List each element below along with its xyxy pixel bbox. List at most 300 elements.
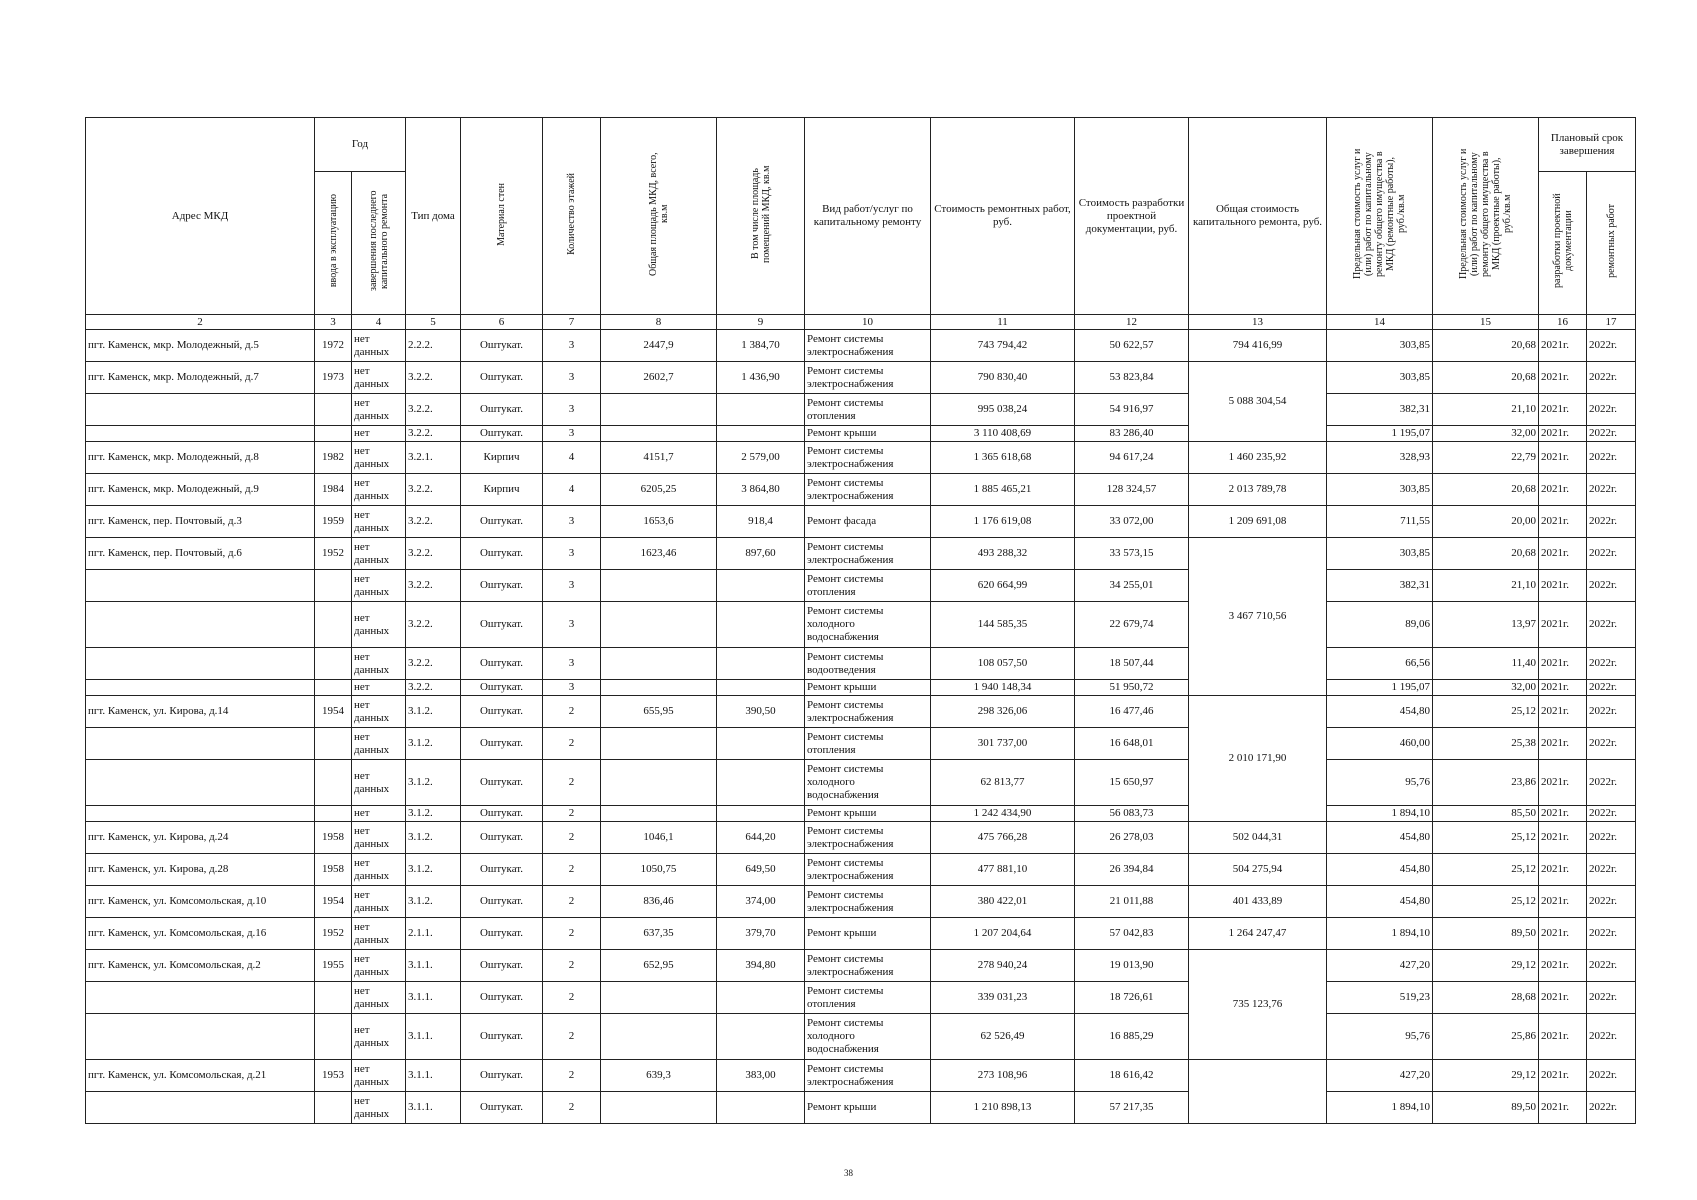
cell-lim1: 303,85 xyxy=(1327,538,1433,570)
capital-repair-table xyxy=(85,117,1636,1124)
cell-total-cost: 2 010 171,90 xyxy=(1189,696,1327,822)
cell-work: Ремонт системы холодного водоснабжения xyxy=(805,760,931,806)
cell-last: нет данных xyxy=(352,696,406,728)
cell-t1: 2021г. xyxy=(1539,728,1587,760)
cell-area: 652,95 xyxy=(601,950,717,982)
cell-total-cost: 504 275,94 xyxy=(1189,854,1327,886)
cell-year: 1953 xyxy=(315,1060,352,1092)
header-total-area: Общая площадь МКД, всего, кв.м xyxy=(601,118,717,315)
cell-lim1: 711,55 xyxy=(1327,506,1433,538)
cell-premises: 644,20 xyxy=(717,822,805,854)
cell-work: Ремонт системы электроснабжения xyxy=(805,442,931,474)
page-number: 38 xyxy=(844,1168,853,1178)
cell-lim2: 23,86 xyxy=(1433,760,1539,806)
cell-lim2: 32,00 xyxy=(1433,680,1539,696)
cell-area xyxy=(601,1092,717,1124)
cell-total-cost: 1 460 235,92 xyxy=(1189,442,1327,474)
cell-lim1: 382,31 xyxy=(1327,570,1433,602)
cell-work: Ремонт крыши xyxy=(805,680,931,696)
cell-total-cost: 5 088 304,54 xyxy=(1189,362,1327,442)
cell-floors: 3 xyxy=(543,330,601,362)
cell-floors: 3 xyxy=(543,506,601,538)
cell-lim1: 454,80 xyxy=(1327,696,1433,728)
header-total-cost: Общая стоимость капитального ремонта, руб. xyxy=(1189,118,1327,315)
header-wall-material: Материал стен xyxy=(461,118,543,315)
table-row xyxy=(86,1060,1636,1092)
cell-repair: 301 737,00 xyxy=(931,728,1075,760)
cell-premises xyxy=(717,570,805,602)
cell-year: 1952 xyxy=(315,918,352,950)
cell-premises xyxy=(717,602,805,648)
cell-type: 3.1.2. xyxy=(406,822,461,854)
cell-lim1: 89,06 xyxy=(1327,602,1433,648)
cell-premises xyxy=(717,1014,805,1060)
table-row xyxy=(86,1092,1636,1124)
cell-year xyxy=(315,806,352,822)
cell-lim2: 20,68 xyxy=(1433,474,1539,506)
cell-lim2: 11,40 xyxy=(1433,648,1539,680)
cell-design: 16 648,01 xyxy=(1075,728,1189,760)
cell-lim1: 519,23 xyxy=(1327,982,1433,1014)
cell-year: 1984 xyxy=(315,474,352,506)
cell-lim2: 20,68 xyxy=(1433,362,1539,394)
cell-floors: 2 xyxy=(543,886,601,918)
cell-area xyxy=(601,648,717,680)
cell-address: пгт. Каменск, мкр. Молодежный, д.9 xyxy=(86,474,315,506)
cell-lim2: 29,12 xyxy=(1433,950,1539,982)
cell-last: нет данных xyxy=(352,1092,406,1124)
cell-address xyxy=(86,728,315,760)
cell-lim2: 29,12 xyxy=(1433,1060,1539,1092)
cell-floors: 2 xyxy=(543,806,601,822)
cell-type: 2.2.2. xyxy=(406,330,461,362)
cell-premises: 383,00 xyxy=(717,1060,805,1092)
cell-design: 15 650,97 xyxy=(1075,760,1189,806)
cell-area: 655,95 xyxy=(601,696,717,728)
cell-area: 1653,6 xyxy=(601,506,717,538)
cell-floors: 4 xyxy=(543,442,601,474)
cell-t1: 2021г. xyxy=(1539,806,1587,822)
cell-wall: Оштукат. xyxy=(461,602,543,648)
cell-lim1: 328,93 xyxy=(1327,442,1433,474)
cell-repair: 1 242 434,90 xyxy=(931,806,1075,822)
cell-lim2: 25,12 xyxy=(1433,696,1539,728)
cell-design: 57 042,83 xyxy=(1075,918,1189,950)
cell-lim1: 1 894,10 xyxy=(1327,806,1433,822)
cell-wall: Оштукат. xyxy=(461,822,543,854)
table-row xyxy=(86,806,1636,822)
cell-lim1: 427,20 xyxy=(1327,1060,1433,1092)
cell-lim2: 22,79 xyxy=(1433,442,1539,474)
cell-address: пгт. Каменск, мкр. Молодежный, д.7 xyxy=(86,362,315,394)
cell-design: 18 616,42 xyxy=(1075,1060,1189,1092)
cell-total-cost: 401 433,89 xyxy=(1189,886,1327,918)
cell-repair: 278 940,24 xyxy=(931,950,1075,982)
cell-premises: 897,60 xyxy=(717,538,805,570)
cell-year: 1982 xyxy=(315,442,352,474)
cell-lim1: 382,31 xyxy=(1327,394,1433,426)
cell-address: пгт. Каменск, ул. Кирова, д.14 xyxy=(86,696,315,728)
cell-last: нет данных xyxy=(352,982,406,1014)
cell-t2: 2022г. xyxy=(1587,1060,1636,1092)
cell-wall: Оштукат. xyxy=(461,426,543,442)
cell-type: 3.2.2. xyxy=(406,506,461,538)
cell-work: Ремонт системы электроснабжения xyxy=(805,886,931,918)
cell-floors: 3 xyxy=(543,426,601,442)
table-row xyxy=(86,760,1636,806)
cell-last: нет данных xyxy=(352,442,406,474)
header-year-last-repair: завершения последнего капитального ремонта xyxy=(352,172,406,315)
cell-premises xyxy=(717,760,805,806)
cell-address xyxy=(86,806,315,822)
table-row xyxy=(86,982,1636,1014)
cell-lim2: 25,12 xyxy=(1433,822,1539,854)
cell-floors: 4 xyxy=(543,474,601,506)
cell-floors: 2 xyxy=(543,822,601,854)
table-row xyxy=(86,442,1636,474)
cell-wall: Оштукат. xyxy=(461,538,543,570)
cell-lim1: 95,76 xyxy=(1327,760,1433,806)
cell-type: 3.1.2. xyxy=(406,886,461,918)
cell-area: 637,35 xyxy=(601,918,717,950)
cell-lim2: 25,38 xyxy=(1433,728,1539,760)
cell-t1: 2021г. xyxy=(1539,602,1587,648)
col-number: 4 xyxy=(352,315,406,330)
cell-repair: 1 207 204,64 xyxy=(931,918,1075,950)
cell-premises: 1 436,90 xyxy=(717,362,805,394)
cell-work: Ремонт крыши xyxy=(805,806,931,822)
cell-type: 3.2.2. xyxy=(406,538,461,570)
cell-lim2: 25,12 xyxy=(1433,886,1539,918)
cell-t2: 2022г. xyxy=(1587,728,1636,760)
cell-t1: 2021г. xyxy=(1539,854,1587,886)
header-limit-design: Предельная стоимость услуг и (или) работ по капитальному ремонту общего имущества в МКД (проектные работы), руб./кв.м xyxy=(1433,118,1539,315)
cell-t2: 2022г. xyxy=(1587,442,1636,474)
cell-t1: 2021г. xyxy=(1539,982,1587,1014)
cell-last: нет данных xyxy=(352,362,406,394)
cell-work: Ремонт системы электроснабжения xyxy=(805,822,931,854)
table-row xyxy=(86,506,1636,538)
cell-type: 3.2.2. xyxy=(406,570,461,602)
table-body xyxy=(86,330,1636,1124)
cell-last: нет данных xyxy=(352,1060,406,1092)
header-design-cost: Стоимость разработки проектной документации, руб. xyxy=(1075,118,1189,315)
col-number: 8 xyxy=(601,315,717,330)
table-row xyxy=(86,362,1636,394)
cell-type: 3.1.2. xyxy=(406,854,461,886)
header-work-type: Вид работ/услуг по капитальному ремонту xyxy=(805,118,931,315)
cell-t1: 2021г. xyxy=(1539,442,1587,474)
cell-design: 16 885,29 xyxy=(1075,1014,1189,1060)
cell-type: 3.1.2. xyxy=(406,696,461,728)
cell-work: Ремонт фасада xyxy=(805,506,931,538)
cell-last: нет данных xyxy=(352,822,406,854)
cell-premises xyxy=(717,680,805,696)
cell-t2: 2022г. xyxy=(1587,506,1636,538)
header-repair-cost: Стоимость ремонтных работ, руб. xyxy=(931,118,1075,315)
cell-address: пгт. Каменск, пер. Почтовый, д.3 xyxy=(86,506,315,538)
cell-address: пгт. Каменск, ул. Комсомольская, д.16 xyxy=(86,918,315,950)
cell-wall: Оштукат. xyxy=(461,728,543,760)
cell-type: 3.2.2. xyxy=(406,648,461,680)
table-row xyxy=(86,394,1636,426)
cell-design: 33 072,00 xyxy=(1075,506,1189,538)
cell-repair: 3 110 408,69 xyxy=(931,426,1075,442)
cell-area: 1050,75 xyxy=(601,854,717,886)
cell-address xyxy=(86,394,315,426)
cell-design: 128 324,57 xyxy=(1075,474,1189,506)
cell-type: 3.2.2. xyxy=(406,680,461,696)
cell-design: 50 622,57 xyxy=(1075,330,1189,362)
cell-lim1: 454,80 xyxy=(1327,886,1433,918)
cell-total-cost: 1 209 691,08 xyxy=(1189,506,1327,538)
cell-t2: 2022г. xyxy=(1587,918,1636,950)
cell-year xyxy=(315,394,352,426)
cell-year xyxy=(315,426,352,442)
header-address: Адрес МКД xyxy=(86,118,315,315)
cell-lim1: 66,56 xyxy=(1327,648,1433,680)
cell-wall: Оштукат. xyxy=(461,506,543,538)
col-number: 9 xyxy=(717,315,805,330)
cell-t1: 2021г. xyxy=(1539,362,1587,394)
cell-last: нет данных xyxy=(352,886,406,918)
header-premises-area: В том числе площадь помещений МКД, кв.м xyxy=(717,118,805,315)
cell-work: Ремонт системы электроснабжения xyxy=(805,330,931,362)
cell-wall: Оштукат. xyxy=(461,680,543,696)
cell-repair: 1 365 618,68 xyxy=(931,442,1075,474)
cell-design: 51 950,72 xyxy=(1075,680,1189,696)
cell-area: 1623,46 xyxy=(601,538,717,570)
cell-total-cost: 2 013 789,78 xyxy=(1189,474,1327,506)
cell-year xyxy=(315,982,352,1014)
cell-t1: 2021г. xyxy=(1539,760,1587,806)
cell-lim2: 25,86 xyxy=(1433,1014,1539,1060)
table-row xyxy=(86,950,1636,982)
header-year: Год xyxy=(315,118,406,172)
cell-wall: Оштукат. xyxy=(461,648,543,680)
cell-work: Ремонт системы электроснабжения xyxy=(805,950,931,982)
cell-area xyxy=(601,728,717,760)
cell-t2: 2022г. xyxy=(1587,950,1636,982)
column-numbers-row xyxy=(86,315,1636,330)
cell-wall: Оштукат. xyxy=(461,854,543,886)
col-number: 6 xyxy=(461,315,543,330)
cell-premises xyxy=(717,648,805,680)
cell-year: 1958 xyxy=(315,854,352,886)
cell-t2: 2022г. xyxy=(1587,362,1636,394)
cell-work: Ремонт системы электроснабжения xyxy=(805,854,931,886)
cell-address xyxy=(86,1014,315,1060)
cell-t2: 2022г. xyxy=(1587,886,1636,918)
header-house-type: Тип дома xyxy=(406,118,461,315)
cell-year: 1954 xyxy=(315,696,352,728)
col-number: 15 xyxy=(1433,315,1539,330)
cell-last: нет данных xyxy=(352,760,406,806)
cell-work: Ремонт системы отопления xyxy=(805,982,931,1014)
cell-repair: 477 881,10 xyxy=(931,854,1075,886)
cell-total-cost: 3 467 710,56 xyxy=(1189,538,1327,696)
table-row xyxy=(86,330,1636,362)
cell-lim2: 89,50 xyxy=(1433,1092,1539,1124)
cell-year xyxy=(315,570,352,602)
cell-year xyxy=(315,760,352,806)
cell-design: 16 477,46 xyxy=(1075,696,1189,728)
cell-total-cost xyxy=(1189,1060,1327,1124)
cell-wall: Оштукат. xyxy=(461,696,543,728)
cell-floors: 2 xyxy=(543,760,601,806)
cell-floors: 2 xyxy=(543,918,601,950)
cell-address: пгт. Каменск, ул. Кирова, д.28 xyxy=(86,854,315,886)
cell-lim2: 21,10 xyxy=(1433,394,1539,426)
table-row xyxy=(86,822,1636,854)
cell-t1: 2021г. xyxy=(1539,538,1587,570)
cell-repair: 144 585,35 xyxy=(931,602,1075,648)
cell-last: нет данных xyxy=(352,648,406,680)
cell-year xyxy=(315,1014,352,1060)
cell-address xyxy=(86,570,315,602)
cell-t1: 2021г. xyxy=(1539,506,1587,538)
cell-t2: 2022г. xyxy=(1587,680,1636,696)
cell-area xyxy=(601,760,717,806)
cell-design: 54 916,97 xyxy=(1075,394,1189,426)
table-row xyxy=(86,426,1636,442)
cell-type: 3.2.1. xyxy=(406,442,461,474)
cell-lim1: 460,00 xyxy=(1327,728,1433,760)
col-number: 10 xyxy=(805,315,931,330)
table-row xyxy=(86,680,1636,696)
cell-design: 18 507,44 xyxy=(1075,648,1189,680)
table-row xyxy=(86,538,1636,570)
cell-type: 3.1.1. xyxy=(406,1060,461,1092)
cell-floors: 3 xyxy=(543,570,601,602)
cell-total-cost: 502 044,31 xyxy=(1189,822,1327,854)
cell-design: 83 286,40 xyxy=(1075,426,1189,442)
cell-wall: Оштукат. xyxy=(461,760,543,806)
header-planned-term: Плановый срок завершения xyxy=(1539,118,1636,172)
cell-type: 3.1.2. xyxy=(406,806,461,822)
cell-last: нет данных xyxy=(352,602,406,648)
cell-last: нет xyxy=(352,806,406,822)
cell-premises xyxy=(717,806,805,822)
cell-lim2: 32,00 xyxy=(1433,426,1539,442)
cell-premises xyxy=(717,426,805,442)
cell-work: Ремонт системы электроснабжения xyxy=(805,1060,931,1092)
cell-floors: 2 xyxy=(543,854,601,886)
cell-work: Ремонт системы холодного водоснабжения xyxy=(805,1014,931,1060)
cell-design: 56 083,73 xyxy=(1075,806,1189,822)
cell-address: пгт. Каменск, пер. Почтовый, д.6 xyxy=(86,538,315,570)
cell-type: 3.1.1. xyxy=(406,982,461,1014)
cell-wall: Оштукат. xyxy=(461,806,543,822)
cell-last: нет xyxy=(352,680,406,696)
cell-year: 1958 xyxy=(315,822,352,854)
cell-repair: 108 057,50 xyxy=(931,648,1075,680)
cell-wall: Оштукат. xyxy=(461,1060,543,1092)
cell-wall: Оштукат. xyxy=(461,570,543,602)
table-row xyxy=(86,728,1636,760)
cell-premises xyxy=(717,728,805,760)
cell-premises: 1 384,70 xyxy=(717,330,805,362)
cell-last: нет данных xyxy=(352,506,406,538)
cell-type: 2.1.1. xyxy=(406,918,461,950)
cell-area xyxy=(601,982,717,1014)
cell-repair: 62 526,49 xyxy=(931,1014,1075,1060)
cell-repair: 790 830,40 xyxy=(931,362,1075,394)
cell-premises: 2 579,00 xyxy=(717,442,805,474)
cell-premises: 374,00 xyxy=(717,886,805,918)
cell-wall: Оштукат. xyxy=(461,330,543,362)
cell-wall: Кирпич xyxy=(461,442,543,474)
cell-lim2: 13,97 xyxy=(1433,602,1539,648)
cell-address: пгт. Каменск, мкр. Молодежный, д.8 xyxy=(86,442,315,474)
table-row xyxy=(86,474,1636,506)
table-row xyxy=(86,886,1636,918)
cell-address xyxy=(86,1092,315,1124)
col-number: 11 xyxy=(931,315,1075,330)
cell-floors: 2 xyxy=(543,728,601,760)
cell-year xyxy=(315,728,352,760)
cell-area xyxy=(601,1014,717,1060)
header-term-design: разработки проектной документации xyxy=(1539,172,1587,315)
cell-last: нет данных xyxy=(352,474,406,506)
cell-premises: 3 864,80 xyxy=(717,474,805,506)
cell-work: Ремонт системы холодного водоснабжения xyxy=(805,602,931,648)
cell-address xyxy=(86,426,315,442)
table-row xyxy=(86,854,1636,886)
cell-lim1: 95,76 xyxy=(1327,1014,1433,1060)
cell-premises: 918,4 xyxy=(717,506,805,538)
cell-lim2: 20,00 xyxy=(1433,506,1539,538)
cell-premises: 390,50 xyxy=(717,696,805,728)
cell-repair: 475 766,28 xyxy=(931,822,1075,854)
table-row xyxy=(86,696,1636,728)
cell-floors: 3 xyxy=(543,602,601,648)
cell-work: Ремонт системы электроснабжения xyxy=(805,474,931,506)
cell-t1: 2021г. xyxy=(1539,330,1587,362)
cell-area xyxy=(601,426,717,442)
cell-repair: 339 031,23 xyxy=(931,982,1075,1014)
cell-design: 34 255,01 xyxy=(1075,570,1189,602)
col-number: 16 xyxy=(1539,315,1587,330)
cell-address xyxy=(86,648,315,680)
col-number: 3 xyxy=(315,315,352,330)
cell-wall: Оштукат. xyxy=(461,1092,543,1124)
cell-last: нет xyxy=(352,426,406,442)
cell-year xyxy=(315,1092,352,1124)
cell-address xyxy=(86,760,315,806)
cell-type: 3.2.2. xyxy=(406,474,461,506)
cell-t2: 2022г. xyxy=(1587,806,1636,822)
cell-t2: 2022г. xyxy=(1587,426,1636,442)
cell-type: 3.1.2. xyxy=(406,760,461,806)
cell-repair: 1 940 148,34 xyxy=(931,680,1075,696)
cell-t2: 2022г. xyxy=(1587,570,1636,602)
cell-year: 1972 xyxy=(315,330,352,362)
table-row xyxy=(86,570,1636,602)
cell-last: нет данных xyxy=(352,570,406,602)
cell-wall: Оштукат. xyxy=(461,394,543,426)
cell-year: 1955 xyxy=(315,950,352,982)
col-number: 5 xyxy=(406,315,461,330)
cell-area xyxy=(601,602,717,648)
cell-t1: 2021г. xyxy=(1539,886,1587,918)
cell-lim2: 20,68 xyxy=(1433,330,1539,362)
cell-floors: 2 xyxy=(543,950,601,982)
cell-premises xyxy=(717,982,805,1014)
cell-last: нет данных xyxy=(352,854,406,886)
cell-t1: 2021г. xyxy=(1539,696,1587,728)
cell-repair: 298 326,06 xyxy=(931,696,1075,728)
